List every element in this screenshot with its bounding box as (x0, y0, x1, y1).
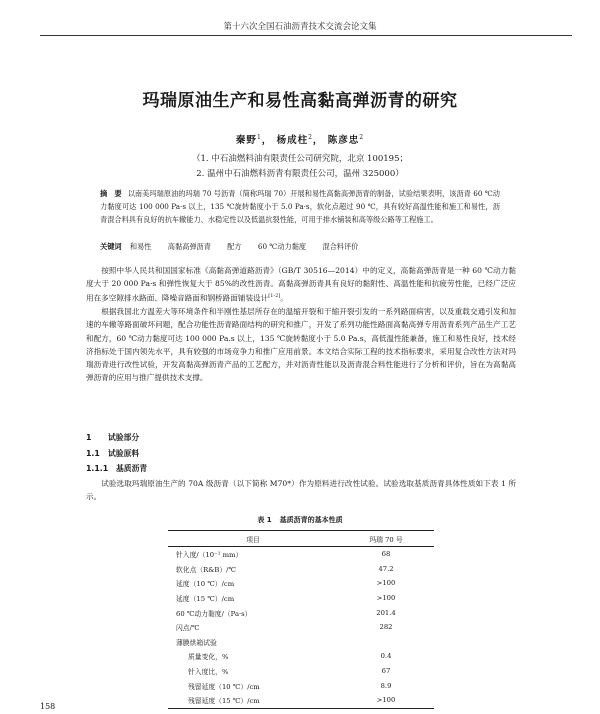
table-row (168, 635, 434, 650)
author-sup: 1 (256, 133, 262, 141)
affiliation: （1. 中石油燃料油有限责任公司研究院，北京 100195； (192, 154, 408, 164)
abstract-label: 摘 要 (100, 189, 122, 198)
section-number: 1.1.1 (86, 464, 109, 473)
intro-paragraph: 按照中华人民共和国国家标准《高黏高弹道路沥青》（GB/T 30516—2014）中的定义，高黏高弹沥青是一种 60 ℃动力黏度大于 20 000 Pa·s 和弹性恢复大于 85%的改性沥青。高黏高弹沥青具有良好的黏附性、高温性能和抗疲劳性能，已经广泛应用在多空隙排水路面、降噪音路面和钢桥路面铺装设计[1-2]。 (86, 266, 516, 303)
abstract-text: 以南美玛瑞原油的玛瑞 70 号沥青（简称玛瑞 70）开展和易性高黏高弹沥青的制备，试验结果表明，该沥青 60 ℃动力黏度可达 100 000 Pa·s 以上，135 ℃旋转黏度小于 5.0 Pa·s，软化点超过 90 ℃，具有较好高温性能和施工和易性，沥青混合料具有良好的抗车辙能力、水稳定性以及低温抗裂性能，可用于排水铺装和高等级公路等工程施工。 (100, 189, 500, 224)
table-row (168, 562, 434, 577)
table-row (168, 678, 434, 693)
keywords-label: 关键词 (100, 242, 122, 251)
table-cell-item: 针入度比，% (188, 668, 229, 677)
table-row (168, 649, 434, 664)
table-row (168, 664, 434, 679)
table-cell-item: 延度（15 ℃）/cm (176, 595, 235, 604)
table-cell-value: 282 (379, 623, 393, 632)
paper-title: 玛瑞原油生产和易性高黏高弹沥青的研究 (142, 91, 458, 111)
author: 陈彦忠 (327, 135, 360, 146)
table-cell-item: 闪点/℃ (176, 624, 200, 633)
author: 秦野 (235, 135, 257, 146)
table-cell-item: 60 ℃动力黏度/（Pa·s） (176, 609, 252, 618)
section-title: 试验原料 (108, 449, 140, 458)
table-title: 基质沥青的基本性质 (279, 516, 343, 524)
table-row (168, 591, 434, 606)
intro-text: 按照中华人民共和国国家标准《高黏高弹道路沥青》（GB/T 30516—2014）中的定义，高黏高弹沥青是一种 60 ℃动力黏度大于 20 000 Pa·s 和弹性恢复大于 85%的改性沥青。高黏高弹沥青具有良好的黏附性、高温性能和抗疲劳性能，已经广泛应用在多空隙排水路面、降噪音路面和钢桥路面铺装设计 (86, 266, 516, 303)
author: 杨成柱 (276, 135, 309, 146)
table-row (168, 547, 434, 562)
table-cell-item: 薄膜烘箱试验 (176, 638, 217, 647)
running-head: 第十六次全国石油沥青技术交流会论文集 (223, 22, 377, 32)
section-title: 基质沥青 (116, 464, 148, 473)
table-cell-value: >100 (376, 696, 396, 705)
citation: [1-2] (268, 293, 281, 300)
keyword: 和易性 (129, 242, 152, 251)
section-number: 1 (86, 433, 92, 442)
table-cell-item: 残留延度（10 ℃）/cm (188, 682, 260, 691)
abstract (100, 187, 500, 226)
subsection-heading (86, 448, 139, 459)
section-number: 1.1 (86, 449, 100, 458)
table-cell-value (338, 635, 434, 650)
table-cell-value: 68 (381, 550, 391, 559)
table-header-row (168, 531, 434, 547)
author-sup: 2 (308, 133, 313, 141)
table-cell-item: 软化点（R&B）/℃ (176, 565, 237, 574)
section-heading (86, 432, 139, 443)
keyword: 混合料评价 (322, 242, 359, 251)
introduction (86, 264, 516, 384)
page-number: 158 (40, 702, 56, 711)
affiliation: 2. 温州中石油燃料沥青有限责任公司，温州 325000） (196, 169, 404, 179)
table-row (168, 620, 434, 635)
table-cell-value: 8.9 (380, 681, 392, 690)
table-row (168, 693, 434, 708)
table-cell-value: 0.4 (380, 652, 392, 661)
keyword: 高黏高弹沥青 (167, 242, 211, 251)
author-sup: 2 (359, 133, 365, 141)
table-label: 表 1 (257, 516, 272, 524)
table-row (168, 576, 434, 591)
table-row (168, 605, 434, 620)
section-paragraph: 试验选取玛瑞原油生产的 70A 级沥青（以下简称 M70*）作为原料进行改性试验。试验选取基质沥青具体性质如下表 1 所示。 (86, 479, 516, 502)
keyword: 配方 (227, 242, 242, 251)
table-cell-value: 47.2 (378, 564, 394, 573)
table-cell-item: 延度（10 ℃）/cm (176, 580, 235, 589)
intro-paragraph: 根据我国北方温差大等环境条件和半刚性基层所存在的温缩开裂和干缩开裂引发的一系列路面病害，以及重载交通引发和加速的车辙等路面破坏问题，配合功能性沥青路面结构的研究和推广，开发了系列功能性路面高黏高弹专用沥青系列产品生产工艺和配方，60 ℃动力黏度可达 100 000 Pa.s 以上，135 ℃旋转黏度小于 5.0 Pa.s，高低温性能兼备，施工和易性良好，技术经济指标处于国内领先水平，具有较强的市场竞争力和推广应用前景。本文结合实际工程的技术指标要求，采用复合改性方法对玛瑞沥青进行改性试验，开发高黏高弹沥青产品的工艺配方，并对沥青性能以及沥青混合料性能进行了分析和评价，旨在为高黏高弹沥青的应用与推广提供技术支撑。 (86, 307, 516, 383)
subsubsection-heading (86, 463, 147, 474)
table-cell-item: 质量变化，% (188, 653, 229, 662)
keywords (100, 242, 500, 252)
table-caption (0, 515, 600, 525)
column-header-item: 项目 (168, 531, 338, 547)
properties-table (168, 530, 434, 709)
column-header-value: 玛瑞 70 号 (338, 531, 434, 547)
table-cell-item: 残留延度（15 ℃）/cm (188, 697, 260, 706)
table-cell-value: >100 (376, 594, 396, 603)
keyword: 60 ℃动力黏度 (257, 242, 307, 251)
table-cell-value: 67 (381, 667, 391, 676)
table-cell-item: 针入度/（10⁻¹ mm） (176, 551, 243, 560)
table-cell-value: >100 (376, 579, 396, 588)
section-title: 试验部分 (108, 433, 140, 442)
author-line: 秦野$^1$， 杨成柱$^2$， 陈彦忠$^2$ (235, 133, 365, 146)
header-rule (40, 35, 572, 36)
table-cell-value: 201.4 (376, 608, 396, 617)
